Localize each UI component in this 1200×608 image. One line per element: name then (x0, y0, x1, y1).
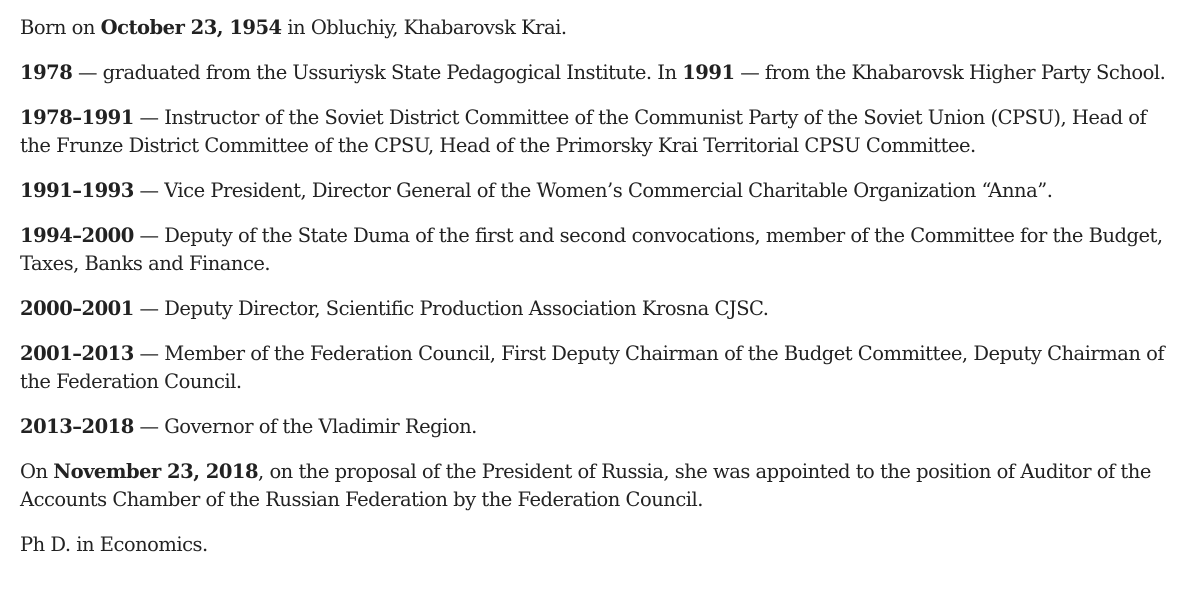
career-text: — Deputy of the State Duma of the first and second convocations, member of the Committee for the Budget, Taxes, Banks and Finance. (20, 224, 1163, 275)
career-period: 2013–2018 (20, 415, 134, 438)
career-entry (20, 295, 1180, 323)
education-year-1: 1978 (20, 61, 73, 84)
education-year-2: 1991 (682, 61, 735, 84)
career-period: 1994–2000 (20, 224, 134, 247)
career-entry (20, 413, 1180, 441)
degree-paragraph: Ph D. in Economics. (20, 533, 208, 556)
appointment-prefix: On (20, 460, 54, 483)
career-entry (20, 340, 1180, 396)
career-entry (20, 177, 1180, 205)
career-entry (20, 104, 1180, 160)
career-entry (20, 222, 1180, 278)
education-paragraph (20, 59, 1180, 87)
birth-prefix: Born on (20, 16, 101, 39)
career-text: — Instructor of the Soviet District Committee of the Communist Party of the Soviet Union (CPSU), Head of the Frunze District Committee of the CPSU, Head of the Primorsky Krai Territorial CPSU Committee. (20, 106, 1147, 157)
education-text-1: — graduated from the Ussuriysk State Pedagogical Institute. In (72, 61, 683, 84)
career-text: — Deputy Director, Scientific Production Association Krosna CJSC. (133, 297, 769, 320)
career-period: 2000–2001 (20, 297, 134, 320)
birth-paragraph (20, 14, 1180, 42)
career-period: 1978–1991 (20, 106, 134, 129)
appointment-text: , on the proposal of the President of Russia, she was appointed to the position of Auditor of the Accounts Chamber of the Russian Federation by the Federation Council. (20, 460, 1151, 511)
career-text: — Governor of the Vladimir Region. (133, 415, 477, 438)
education-text-2: — from the Khabarovsk Higher Party School. (734, 61, 1166, 84)
career-text: — Member of the Federation Council, First Deputy Chairman of the Budget Committee, Deputy Chairman of the Federation Council. (20, 342, 1165, 393)
birth-place: in Obluchiy, Khabarovsk Krai. (281, 16, 567, 39)
appointment-paragraph (20, 458, 1180, 514)
career-period: 2001–2013 (20, 342, 134, 365)
birth-date: October 23, 1954 (100, 16, 282, 39)
appointment-date: November 23, 2018 (53, 460, 259, 483)
career-text: — Vice President, Director General of the Women’s Commercial Charitable Organization “Anna”. (133, 179, 1053, 202)
career-period: 1991–1993 (20, 179, 134, 202)
